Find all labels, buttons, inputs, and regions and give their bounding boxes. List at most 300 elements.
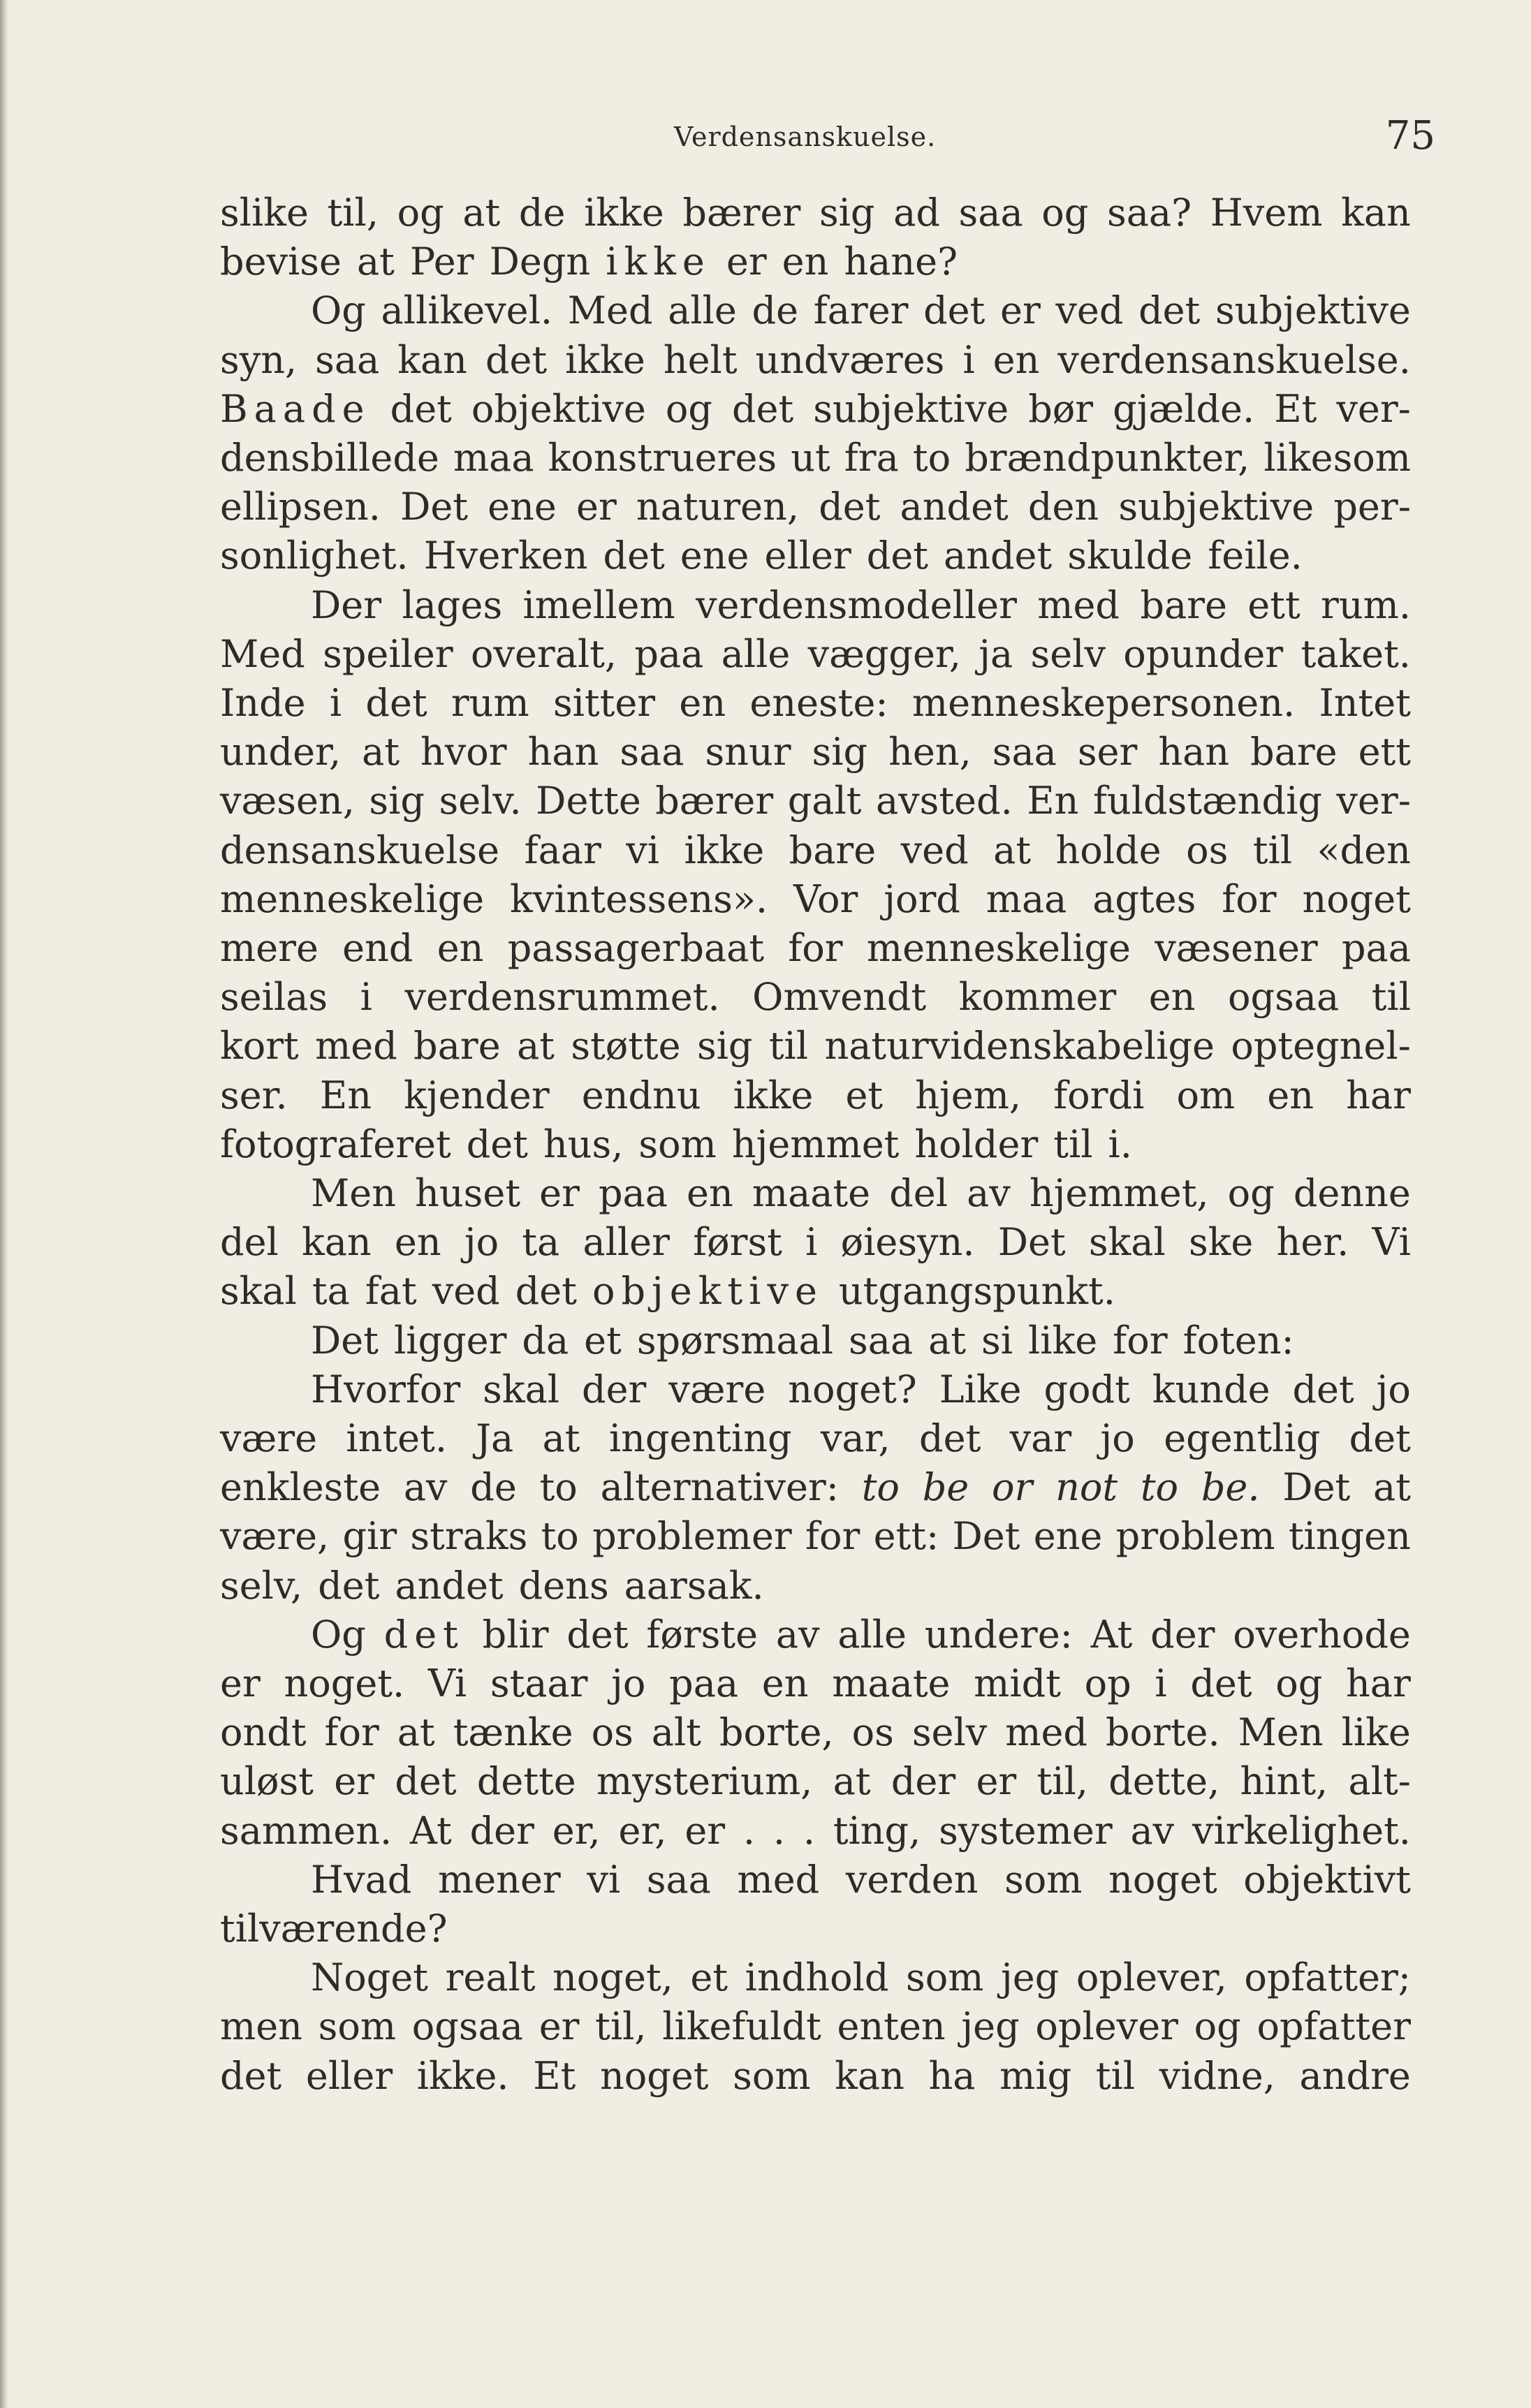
word: de bbox=[752, 288, 799, 332]
word: or bbox=[991, 1465, 1033, 1509]
word: ta bbox=[522, 1220, 560, 1264]
word: men bbox=[220, 2004, 302, 2048]
word: Med bbox=[220, 632, 305, 676]
word: sig bbox=[696, 1024, 753, 1068]
text-line bbox=[220, 630, 1411, 679]
word: om bbox=[1176, 1073, 1236, 1117]
word: ad bbox=[893, 191, 940, 235]
word: er bbox=[539, 1171, 580, 1215]
word: Det bbox=[952, 1514, 1020, 1558]
word: ett bbox=[1247, 583, 1301, 627]
word: er bbox=[220, 1661, 261, 1705]
word: ene bbox=[1033, 1514, 1103, 1558]
word: i bbox=[1155, 1661, 1167, 1705]
word: det bbox=[318, 1564, 380, 1608]
word: optegnel- bbox=[1231, 1024, 1411, 1068]
word: ser bbox=[1077, 730, 1138, 774]
word: opunder bbox=[1123, 632, 1284, 676]
word: kan bbox=[835, 2054, 904, 2098]
word: var bbox=[1009, 1416, 1072, 1460]
word: oplever, bbox=[1076, 1955, 1227, 1999]
word: er bbox=[334, 1759, 375, 1803]
word: kommer bbox=[958, 975, 1117, 1019]
word: at bbox=[356, 240, 395, 284]
word: undere: bbox=[924, 1613, 1073, 1657]
word: i. bbox=[1108, 1122, 1132, 1166]
word: det bbox=[383, 1613, 464, 1657]
word: os bbox=[851, 1710, 894, 1754]
word: saa bbox=[646, 1858, 711, 1902]
text-line bbox=[220, 1120, 1132, 1169]
word: noget bbox=[599, 2054, 709, 2098]
word: han bbox=[527, 730, 599, 774]
word: helt bbox=[663, 338, 738, 382]
word: som bbox=[906, 1955, 984, 1999]
text-line bbox=[220, 1267, 1115, 1316]
word: verdensrummet. bbox=[404, 975, 720, 1019]
word: subjektive bbox=[813, 387, 1009, 431]
text-line bbox=[311, 1365, 1411, 1414]
word: Vor bbox=[793, 877, 858, 921]
word: maa bbox=[986, 877, 1067, 921]
word: det bbox=[515, 1269, 577, 1313]
word: objektive bbox=[471, 387, 646, 431]
word: Vi bbox=[1372, 1220, 1411, 1264]
word: saa bbox=[958, 191, 1023, 235]
word: ene bbox=[488, 485, 557, 529]
word: vidne, bbox=[1159, 2054, 1275, 2098]
word: realt bbox=[445, 1955, 536, 1999]
word: det bbox=[566, 1613, 629, 1657]
word: saa? bbox=[1107, 191, 1192, 235]
word: hjemmet, bbox=[1029, 1171, 1209, 1215]
word: skal bbox=[483, 1367, 560, 1411]
word: aller bbox=[583, 1220, 670, 1264]
word: og bbox=[665, 387, 712, 431]
word: menneskelige bbox=[866, 926, 1131, 970]
word: Et bbox=[1274, 387, 1317, 431]
word: borte, bbox=[719, 1710, 834, 1754]
word: saa bbox=[992, 730, 1057, 774]
word: be bbox=[922, 1465, 969, 1509]
word: hus, bbox=[543, 1122, 624, 1166]
word: ikke bbox=[565, 338, 645, 382]
word: et bbox=[584, 1319, 622, 1363]
word: som bbox=[1004, 1858, 1083, 1902]
text-line bbox=[220, 728, 1411, 777]
word: avsted. bbox=[875, 779, 1013, 823]
word: bare bbox=[1250, 730, 1338, 774]
word: verdensanskuelse. bbox=[1057, 338, 1411, 382]
word: ut bbox=[791, 436, 830, 480]
word: dette, bbox=[1108, 1759, 1220, 1803]
word: i bbox=[360, 975, 372, 1019]
word: ingenting bbox=[608, 1416, 792, 1460]
word: to bbox=[539, 1465, 578, 1509]
word: da bbox=[522, 1319, 569, 1363]
word: til bbox=[1095, 2054, 1136, 2098]
word: en bbox=[761, 1661, 809, 1705]
word: at bbox=[833, 1759, 871, 1803]
word: at bbox=[397, 1710, 435, 1754]
word: vi bbox=[626, 828, 660, 872]
word: del bbox=[889, 1171, 948, 1215]
word: noget? bbox=[788, 1367, 917, 1411]
word: maate bbox=[752, 1171, 871, 1215]
text-line bbox=[311, 581, 1411, 630]
word: naturvidenskabelige bbox=[824, 1024, 1215, 1068]
word: likefuldt bbox=[662, 2004, 821, 2048]
page-header bbox=[220, 113, 1435, 166]
word: not bbox=[1055, 1465, 1118, 1509]
word: virkelighet. bbox=[1192, 1809, 1411, 1853]
word: ligger bbox=[393, 1319, 507, 1363]
text-line bbox=[311, 1856, 1411, 1904]
word: endnu bbox=[581, 1073, 701, 1117]
word: galt bbox=[787, 779, 862, 823]
word: gir bbox=[342, 1514, 397, 1558]
page-edge-shadow bbox=[0, 0, 8, 2408]
text-line bbox=[220, 531, 1303, 580]
word: . bbox=[803, 1809, 816, 1853]
word: ellipsen. bbox=[220, 485, 381, 529]
word: Baade bbox=[220, 387, 371, 431]
word: ver- bbox=[1336, 387, 1411, 431]
word: Hverken bbox=[423, 534, 588, 578]
word: problem bbox=[1115, 1514, 1275, 1558]
word: intet. bbox=[346, 1416, 447, 1460]
word: si bbox=[981, 1319, 1013, 1363]
word: en bbox=[687, 1171, 733, 1215]
word: til, bbox=[595, 2004, 647, 2048]
word: til bbox=[1053, 1122, 1093, 1166]
word: faar bbox=[524, 828, 601, 872]
word: er bbox=[976, 1759, 1017, 1803]
word: til bbox=[1252, 828, 1293, 872]
word: jo bbox=[1100, 1416, 1135, 1460]
word: jo bbox=[464, 1220, 499, 1264]
word: speiler bbox=[323, 632, 453, 676]
word: selv bbox=[911, 1710, 988, 1754]
word: kjender bbox=[404, 1073, 550, 1117]
word: to bbox=[861, 1465, 900, 1509]
word: i bbox=[329, 681, 342, 725]
word: straks bbox=[410, 1514, 528, 1558]
word: kort bbox=[220, 1024, 299, 1068]
word: bare bbox=[413, 1024, 501, 1068]
word: jo bbox=[611, 1661, 646, 1705]
text-line bbox=[220, 1807, 1411, 1856]
word: en bbox=[992, 338, 1040, 382]
word: jo bbox=[1376, 1367, 1411, 1411]
word: og bbox=[397, 191, 444, 235]
word: støtte bbox=[571, 1024, 681, 1068]
word: ett: bbox=[873, 1514, 939, 1558]
word: foten: bbox=[1182, 1319, 1294, 1363]
word: og bbox=[1194, 2004, 1241, 2048]
word: første bbox=[646, 1613, 759, 1657]
word: det bbox=[923, 288, 986, 332]
word: hjem, bbox=[915, 1073, 1022, 1117]
word: Et bbox=[533, 2054, 576, 2098]
word: lages bbox=[402, 583, 503, 627]
word: Hvad bbox=[311, 1858, 412, 1902]
word: det bbox=[819, 485, 881, 529]
word: var, bbox=[820, 1416, 891, 1460]
word: enkleste bbox=[220, 1465, 381, 1509]
word: uløst bbox=[220, 1759, 314, 1803]
word: øiesyn. bbox=[840, 1220, 975, 1264]
word: skal bbox=[1088, 1220, 1166, 1264]
word: hane? bbox=[844, 240, 958, 284]
word: Omvendt bbox=[752, 975, 927, 1019]
word: densbillede bbox=[220, 436, 439, 480]
word: brændpunkter, bbox=[965, 436, 1250, 480]
word: at bbox=[362, 730, 400, 774]
text-line bbox=[220, 2052, 1411, 2101]
word: her. bbox=[1276, 1220, 1349, 1264]
word: maate bbox=[832, 1661, 951, 1705]
word: densanskuelse bbox=[220, 828, 500, 872]
word: staar bbox=[490, 1661, 588, 1705]
word: bærer bbox=[655, 779, 774, 823]
word: han bbox=[1158, 730, 1230, 774]
word: til, bbox=[327, 191, 379, 235]
word: slike bbox=[220, 191, 309, 235]
word: paa bbox=[669, 1661, 739, 1705]
word: det bbox=[866, 534, 928, 578]
word: Men bbox=[1238, 1710, 1324, 1754]
word: Med bbox=[567, 288, 653, 332]
word: av bbox=[403, 1465, 448, 1509]
text-line bbox=[220, 1562, 764, 1610]
word: Det bbox=[1282, 1465, 1351, 1509]
word: tænke bbox=[453, 1710, 573, 1754]
word: og bbox=[1275, 1661, 1323, 1705]
word: er bbox=[726, 240, 767, 284]
word: alternativer: bbox=[600, 1465, 839, 1509]
word: «den bbox=[1317, 828, 1411, 872]
word: til bbox=[768, 1024, 809, 1068]
text-line bbox=[220, 1659, 1411, 1708]
word: sig bbox=[369, 779, 425, 823]
word: det bbox=[390, 387, 452, 431]
word: mere bbox=[220, 926, 318, 970]
word: imellem bbox=[522, 583, 675, 627]
word: en bbox=[679, 681, 726, 725]
word: gjælde. bbox=[1113, 387, 1255, 431]
word: kan bbox=[302, 1220, 372, 1264]
word: er bbox=[539, 2004, 580, 2048]
word: alle bbox=[668, 288, 737, 332]
word: problemer bbox=[592, 1514, 792, 1558]
word: noget bbox=[1108, 1858, 1217, 1902]
word: som bbox=[638, 1122, 717, 1166]
word: denne bbox=[1293, 1171, 1411, 1215]
word: et bbox=[690, 1955, 728, 1999]
word: det bbox=[485, 338, 548, 382]
text-line bbox=[220, 1218, 1411, 1267]
word: Det bbox=[400, 485, 469, 529]
word: et bbox=[845, 1073, 884, 1117]
word: selv, bbox=[220, 1564, 303, 1608]
word: at bbox=[542, 1416, 580, 1460]
text-line bbox=[220, 777, 1411, 825]
word: alle bbox=[837, 1613, 907, 1657]
word: ta bbox=[312, 1269, 350, 1313]
word: hjemmet bbox=[731, 1122, 900, 1166]
word: ondt bbox=[220, 1710, 307, 1754]
word: undværes bbox=[755, 338, 945, 382]
word: agtes bbox=[1092, 877, 1196, 921]
word: i bbox=[962, 338, 975, 382]
word: hint, bbox=[1240, 1759, 1328, 1803]
word: være bbox=[668, 1367, 766, 1411]
word: oplever bbox=[1035, 2004, 1178, 2048]
text-line bbox=[311, 1316, 1294, 1365]
text-line bbox=[220, 483, 1411, 531]
word: Vi bbox=[427, 1661, 467, 1705]
word: os bbox=[591, 1710, 633, 1754]
word: spørsmaal bbox=[636, 1319, 834, 1363]
word: til bbox=[1371, 975, 1411, 1019]
word: feile. bbox=[1208, 534, 1303, 578]
word: be. bbox=[1201, 1465, 1260, 1509]
text-line bbox=[220, 924, 1411, 973]
word: ikke bbox=[584, 191, 664, 235]
word: huset bbox=[415, 1171, 521, 1215]
word: ogsaa bbox=[411, 2004, 523, 2048]
word: ikke bbox=[606, 240, 711, 284]
word: det bbox=[395, 1759, 457, 1803]
word: Og bbox=[311, 1613, 366, 1657]
word: selv. bbox=[439, 779, 522, 823]
word: at bbox=[517, 1024, 555, 1068]
word: at bbox=[462, 191, 501, 235]
word: jeg bbox=[961, 2004, 1020, 2048]
word: det bbox=[1190, 1661, 1252, 1705]
word: noget. bbox=[284, 1661, 405, 1705]
word: eller bbox=[764, 534, 851, 578]
word: jeg bbox=[1001, 1955, 1060, 1999]
text-line bbox=[220, 2002, 1411, 2051]
word: subjektive bbox=[1215, 288, 1411, 332]
word: eller bbox=[305, 2054, 393, 2098]
running-title: Verdensanskuelse. bbox=[674, 122, 937, 152]
word: bare bbox=[1140, 583, 1227, 627]
word: væsener bbox=[1155, 926, 1318, 970]
word: per- bbox=[1333, 485, 1411, 529]
word: det bbox=[1349, 1416, 1411, 1460]
word: for bbox=[805, 1514, 860, 1558]
word: En bbox=[1027, 779, 1079, 823]
word: Intet bbox=[1319, 681, 1411, 725]
word: først bbox=[693, 1220, 782, 1264]
text-line bbox=[220, 336, 1411, 385]
word: like bbox=[1341, 1710, 1411, 1754]
word: det bbox=[365, 681, 427, 725]
word: tilværende? bbox=[220, 1907, 448, 1951]
word: kan bbox=[1341, 191, 1411, 235]
word: har bbox=[1346, 1661, 1411, 1705]
word: Degn bbox=[489, 240, 591, 284]
word: bærer bbox=[682, 191, 801, 235]
word: del bbox=[220, 1220, 279, 1264]
word: av bbox=[967, 1171, 1011, 1215]
word: vi bbox=[587, 1858, 621, 1902]
word: rum bbox=[450, 681, 529, 725]
word: Dette bbox=[536, 779, 641, 823]
word: op bbox=[1084, 1661, 1131, 1705]
word: det bbox=[919, 1416, 981, 1460]
word: de bbox=[518, 191, 566, 235]
word: i bbox=[805, 1220, 818, 1264]
word: sig bbox=[812, 730, 868, 774]
word: . bbox=[742, 1809, 756, 1853]
word: hvor bbox=[420, 730, 507, 774]
word: saa bbox=[620, 730, 684, 774]
word: Hvorfor bbox=[311, 1367, 461, 1411]
word: der bbox=[891, 1759, 956, 1803]
word: saa bbox=[315, 338, 380, 382]
text-line bbox=[220, 189, 1411, 237]
word: det bbox=[220, 2054, 282, 2098]
word: det bbox=[603, 534, 665, 578]
word: ikke bbox=[684, 828, 765, 872]
word: ja bbox=[979, 632, 1013, 676]
word: paa bbox=[1341, 926, 1411, 970]
word: indhold bbox=[745, 1955, 889, 1999]
word: kvintessens». bbox=[510, 877, 768, 921]
word: end bbox=[342, 926, 413, 970]
word: godt bbox=[1043, 1367, 1130, 1411]
word: være, bbox=[220, 1514, 330, 1558]
word: med bbox=[315, 1024, 397, 1068]
word: er, bbox=[552, 1809, 601, 1853]
text-line bbox=[311, 286, 1411, 335]
word: ved bbox=[900, 828, 969, 872]
word: fra bbox=[844, 436, 899, 480]
word: overalt, bbox=[470, 632, 617, 676]
text-line bbox=[311, 1169, 1411, 1218]
word: har bbox=[1346, 1073, 1411, 1117]
word: egentlig bbox=[1164, 1416, 1321, 1460]
word: Ja bbox=[476, 1416, 514, 1460]
word: . bbox=[772, 1809, 786, 1853]
word: konstrueres bbox=[548, 436, 777, 480]
page-number: 75 bbox=[1385, 113, 1435, 159]
text-line bbox=[220, 1512, 1411, 1561]
text-line bbox=[220, 1414, 1411, 1463]
word: Og bbox=[311, 288, 366, 332]
word: med bbox=[1037, 583, 1120, 627]
word: naturen, bbox=[636, 485, 800, 529]
text-line bbox=[220, 1708, 1411, 1757]
word: En bbox=[319, 1073, 372, 1117]
word: for bbox=[1113, 1319, 1168, 1363]
text-line bbox=[220, 237, 958, 286]
word: av bbox=[1130, 1809, 1175, 1853]
word: verden bbox=[845, 1858, 979, 1902]
word: menneskelige bbox=[220, 877, 485, 921]
word: fuldstændig bbox=[1092, 779, 1322, 823]
word: mener bbox=[438, 1858, 561, 1902]
word: under, bbox=[220, 730, 342, 774]
word: holde bbox=[1055, 828, 1162, 872]
word: fat bbox=[365, 1269, 417, 1313]
word: en bbox=[437, 926, 484, 970]
word: er bbox=[999, 288, 1041, 332]
